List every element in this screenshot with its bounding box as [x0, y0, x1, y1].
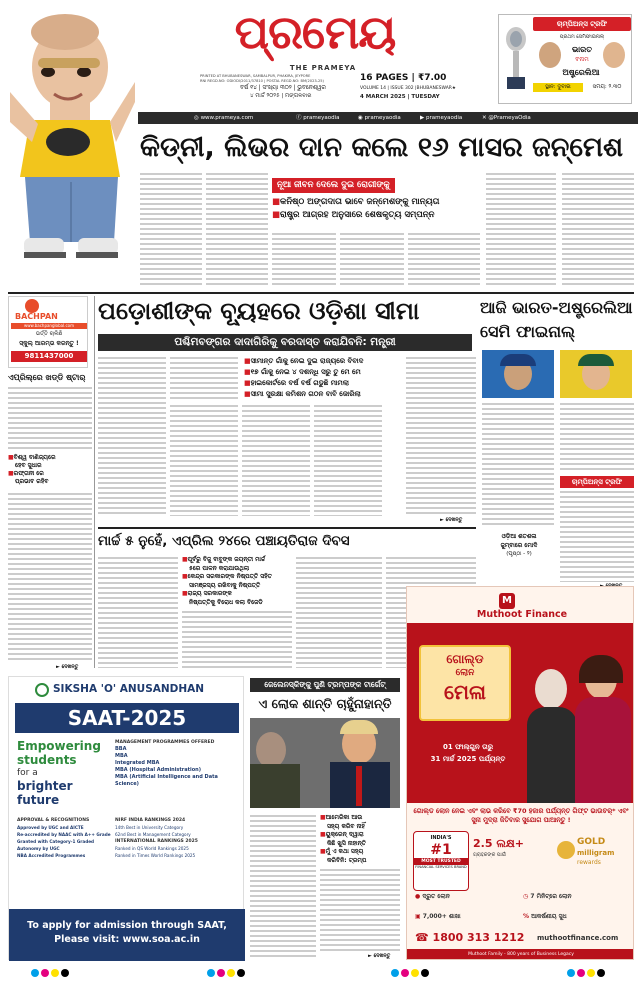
semi-col-3 [560, 490, 634, 582]
muthoot-dates-1: 01 ଫାଲ୍ଗୁନ ତାରୁ [442, 743, 494, 751]
panchayat-bullet-1: ■ ପୂର୍ବରୁ ବିଜୁ ବାବୁଙ୍କ ଜୟନ୍ତୀ ମାର୍ଚ୍ଚ [182, 556, 292, 565]
registration-marks-center-right [390, 969, 430, 977]
player-photo-left [539, 42, 561, 68]
lead-box-title: ନୂଆ ଜୀବନ ଦେଲେ ଦୁଇ ରୋଗୀଙ୍କୁ [272, 178, 395, 193]
siksha-tag3: for a [17, 768, 38, 778]
vertical-rule-left [94, 296, 95, 668]
siksha-cta-line2: Please visit: www.soa.ac.in [54, 934, 200, 945]
gold-sub2: rewards [577, 859, 601, 866]
zelensky-bullet-2b: କିଛି ଖୁସି ନାହାନ୍ତି [327, 839, 366, 847]
panchayat-bullet-2b: ସାମଞ୍ଜସ୍ୟ ରଖିବାକୁ ନିଷ୍ପତ୍ତି [189, 581, 261, 589]
approval-item: Granted with Category-1 Graded Autonomy by UGC [17, 839, 95, 851]
siksha-tagline [17, 739, 117, 807]
siksha-tag1: Empowering [17, 739, 101, 753]
semi-photo-2 [560, 350, 632, 398]
border-more-link[interactable]: ► ଦେଖନ୍ତୁ [440, 517, 463, 523]
zelensky-more-link[interactable]: ► ଦେଖନ୍ତୁ [368, 953, 391, 959]
facebook-link[interactable]: ⓕ prameyaodia [296, 115, 340, 121]
side-more-link[interactable]: ► ଦେଖନ୍ତୁ [56, 664, 79, 670]
zelensky-bullet-3: ■ ମୁଁ ଏ କଥା ସହ୍ୟ [320, 848, 400, 857]
border-col-6 [406, 356, 476, 516]
programmes-title: MANAGEMENT PROGRAMMES OFFERED [115, 740, 215, 745]
x-icon: ✕ [482, 115, 487, 121]
time: ସମୟ: ୨.୩୦ [592, 84, 622, 90]
note-page: (ପୃଷ୍ଠା - ୨) [506, 551, 532, 557]
bachpan-line2: ସ୍କୁଲ୍ ଆରମ୍ଭ କରନ୍ତୁ ! [19, 340, 79, 347]
panchayat-headline[interactable]: ମାର୍ଚ୍ଚ ୫ ନୁହେଁ, ଏପ୍ରିଲ ୨୪ରେ ପଞ୍ଚାୟତିରାଜ ଦିବସ [98, 533, 350, 549]
team1: ଭାରତ [572, 45, 592, 54]
muthoot-footer: Muthoot Family - 800 years of Business Legacy [407, 949, 634, 960]
programme-item: MBA (Hospital Administration) [115, 767, 202, 773]
border-subheadline: ପଶ୍ଚିମବଙ୍ଗର ଦାଦାଗିରିକୁ ବରଦାସ୍ତ କରାଯିବନି: ମନ୍ତ୍ରୀ [98, 334, 472, 351]
nirf-title: NIRF INDIA RANKINGS 2024 [115, 818, 186, 823]
registration-marks-right [566, 969, 606, 977]
bachpan-logo-icon [25, 299, 39, 313]
coin-icon: ● [415, 893, 421, 900]
rni-number: RNI REGD.NO: ODIODI/2011/37810 | POSTAL REGD.NO: BM(2023-25) [200, 79, 324, 83]
panchayat-bullet-1b: ୫ରେ ପାଳନ କରାଯାଉଥିଲା [189, 564, 250, 572]
feature-interest: % ଆକର୍ଷଣୀୟ ସୁଧ [523, 913, 567, 920]
lead-col-7 [562, 172, 634, 288]
badge-most: MOST TRUSTED [414, 858, 468, 865]
lead-col-4 [340, 232, 404, 288]
lead-col-1 [140, 172, 202, 288]
siksha-logo-icon [35, 683, 49, 697]
lead-bullet-2: ■ ରାଷ୍ଟ୍ର ଆଗ୍ରହ ଅନୁସାରେ ଶେଷକୃତ୍ୟ ସମ୍ପନ୍ନ [272, 209, 480, 222]
prameya-logo[interactable] [200, 4, 430, 64]
event-word-1: ଗୋଲ୍ଡ [446, 652, 484, 666]
trophy-icon [503, 25, 529, 95]
gift-text: ଗ୍ରାହକଙ୍କ ପାଇଁ [473, 852, 506, 858]
zelensky-headline[interactable]: ଏ ଲୋକ ଶାନ୍ତି ଚାହୁଁନାହାନ୍ତି [258, 696, 392, 711]
semi-col-1 [482, 402, 554, 526]
siksha-ad[interactable] [8, 676, 244, 960]
side-col-text-2 [8, 492, 92, 662]
clock-icon: ◷ [523, 893, 529, 900]
programme-item: Integrated MBA [115, 760, 160, 766]
side-headline[interactable]: ଏପ୍ରିଲ୍‌ରେ ଖଡ୍ଡି ଷ୍ଟାର୍ [8, 373, 86, 382]
siksha-tag4: brighter future [17, 779, 73, 807]
intl-item: Ranked in QS World Rankings 2025 [115, 846, 189, 851]
approval-item: NBA Accredited Programmes [17, 853, 86, 858]
player-photo-right [603, 42, 625, 68]
globe-icon: ◎ [194, 115, 199, 121]
edition-line-odia: ବର୍ଷ ୧୪ | ସଂଖ୍ୟା ୩୦୨ | ଭୁବନେଶ୍ୱର [240, 85, 326, 91]
registration-marks-left [30, 969, 70, 977]
semi-col-2 [560, 402, 634, 472]
zelensky-col-2 [320, 868, 400, 952]
website-link[interactable]: ◎ www.prameya.com [194, 115, 254, 121]
gold-sub: milligram [577, 849, 615, 857]
social-bar [138, 112, 638, 124]
registration-marks-center-left [206, 969, 246, 977]
zelensky-bullet-1: ■ ଆମେରିକା ଆଉ [320, 814, 400, 823]
border-col-2 [170, 356, 238, 402]
border-bullet-2: ■ ୧୭ ଗାଁକୁ ନେଇ ୪ ଦଶନ୍ଧି ସରୁ ତୁ ମେ ମେ [244, 367, 404, 378]
event-word-2: ଲୋନ [455, 668, 475, 678]
nirf-item: 14th Best in University Category [115, 825, 184, 830]
lead-headline[interactable]: କିଡ୍‌ନୀ, ଲିଭର ଦାନ କଲେ ୧୬ ମାସର ଜନ୍ମେଶ [140, 132, 624, 163]
approval-item: Re-accredited by NAAC with A++ Grade [17, 832, 111, 837]
programme-item: MBA (Artificial Intelligence and Data Science) [115, 774, 218, 787]
zelensky-bullet-2: ■ ୟୁକ୍ରେନ୍ ଦ୍ୱାରା [320, 831, 400, 840]
siksha-nirf [115, 817, 241, 859]
team2: ଅଷ୍ଟ୍ରେଲିଆ [562, 68, 600, 77]
ambassador-photo-2 [575, 653, 631, 803]
zelensky-kicker: ଜେଲେନସ୍କିଙ୍କୁ ପୁଣି ଟ୍ରମ୍ପଙ୍କ ଟାର୍ଗେଟ୍ [250, 678, 400, 692]
trump-zelensky-photo [250, 718, 400, 808]
border-col-5 [314, 404, 382, 516]
facebook-icon: ⓕ [296, 115, 302, 121]
trusted-badge [413, 831, 469, 891]
programme-item: BBA [115, 746, 127, 752]
muthoot-site[interactable]: muthootfinance.com [537, 934, 619, 942]
border-headline[interactable]: ପଡ଼ୋଶୀଙ୍କ ବ୍ୟୂହରେ ଓଡ଼ିଶା ସୀମା [98, 297, 420, 325]
edition-date-odia: ୪ ମାର୍ଚ୍ଚ ୨୦୨୫ | ମଙ୍ଗଳବାର [250, 93, 312, 99]
mela-badge [419, 645, 511, 721]
muthoot-banner [407, 623, 634, 803]
logo-text: ପ୍ରମେୟ [234, 5, 396, 59]
badge-sub: FINANCIAL SERVICES BRAND [415, 865, 467, 869]
panchayat-bullet-3b: ନିଷ୍ପତ୍ତିକୁ ବିରୋଧ କଲା ବିଜେଡି [189, 598, 263, 606]
bachpan-phone[interactable]: 9811437000 [11, 351, 87, 362]
printed-at: PRINTED AT BHUBANESWAR, SAMBALPUR, PHAKIRA, JEYPORE [200, 74, 311, 78]
intl-title: INTERNATIONAL RANKINGS 2025 [115, 839, 198, 844]
programme-item: MBA [115, 753, 128, 759]
volume-issue: VOLUME 14 | ISSUE 302 |BHUBANESWAR★ [360, 86, 456, 91]
side-bullet-2b: ପ୍ରଭାବ ରହିବ [15, 478, 49, 485]
siksha-brand: SIKSHA 'O' ANUSANDHAN [53, 683, 205, 695]
zelensky-bullets [320, 814, 400, 865]
muthoot-ad[interactable] [406, 586, 634, 960]
trophy-subtitle: ପ୍ରଥମ ସେମିଫାଇନାଲ୍ [559, 34, 605, 40]
muthoot-logo-icon: M [499, 593, 515, 609]
gold-rewards-badge [557, 835, 631, 879]
muthoot-phone[interactable]: ☎ 1800 313 1212 [415, 931, 525, 944]
border-col-4 [242, 404, 310, 516]
side-col-text-1 [8, 386, 92, 452]
logo-subtitle: THE PRAMEYA [289, 64, 357, 72]
approval-item: Approved by UGC and AICTE [17, 825, 84, 830]
note-line2: ଜୁମ୍ବାରେ ମୋଦି [500, 542, 538, 549]
zelensky-bullet-3b: କରିବିନି: ଟ୍ରମ୍ପ [327, 856, 367, 864]
intl-item: Ranked in Times World Rankings 2025 [115, 853, 196, 858]
border-col-3 [170, 404, 238, 516]
bachpan-brand: BACHPAN [15, 312, 58, 321]
instagram-icon: ◉ [358, 115, 363, 121]
semi-tag: ଚାମ୍ପିଅନ୍ସ ଟ୍ରଫି [560, 476, 634, 488]
panchayat-bullet-3: ■ ରାଜ୍ୟ ସରକାରଙ୍କ [182, 590, 292, 599]
side-bullet-1b: ହେବ ସୁଧାର [15, 462, 42, 469]
side-bullet-1: ■ ବିଶ୍ୱ ବାଣିଜ୍ୟରେ [8, 454, 92, 462]
lead-col-6 [486, 172, 556, 288]
feature-quick-loan: ● ଦ୍ରୁତ ଲୋନ [415, 893, 450, 900]
border-bullet-1: ■ ସୀମାନ୍ତ ଗାଁକୁ ନେଇ ଦୁଇ ରାଜ୍ୟରେ ବିବାଦ [244, 356, 404, 367]
trophy-box[interactable] [498, 14, 632, 104]
side-bullet-2: ■ ରଫ୍ତାନୀ ରେ [8, 470, 92, 478]
siksha-tag2: students [17, 753, 77, 767]
date-english: 4 MARCH 2025 | TUESDAY [360, 94, 440, 100]
ambassador-photo-1 [527, 663, 577, 803]
instagram-link[interactable]: ◉ prameyaodia [358, 115, 401, 121]
border-bullet-3: ■ ହାଇକୋର୍ଟରେ ବର୍ଷ ବର୍ଷ ଗଡୁଛି ମାମଲା [244, 378, 404, 389]
youtube-link[interactable]: ▶ prameyaodia [420, 115, 463, 121]
semi-headline-1[interactable]: ଆଜି ଭାରତ-ଅଷ୍ଟ୍ରେଲିଆ [480, 298, 633, 317]
feature-branches: ▣ 7,000+ ଶାଖା [415, 913, 461, 920]
semi-headline-2[interactable]: ସେମି ଫାଇନାଲ୍ [480, 322, 576, 341]
gold-title: GOLD [577, 837, 606, 847]
venue: ସ୍ଥାନ: ଦୁବାଇ [533, 83, 583, 92]
lead-bullet-1: ■ କନିଷ୍ଠ ଅଙ୍ଗଦାତା ଭାବେ ଜନ୍ମେଶଙ୍କୁ ମାନ୍ୟତା [272, 196, 480, 209]
bachpan-ad[interactable] [8, 296, 88, 368]
siksha-cta[interactable] [9, 909, 245, 961]
gift-amount: 2.5 ଲକ୍ଷ+ [473, 837, 524, 850]
siksha-title: SAAT-2025 [15, 703, 239, 733]
zelensky-bullet-1b: ସହ୍ୟ କରିବ ନାହିଁ [327, 822, 365, 830]
pages-price: 16 PAGES | ₹7.00 [360, 73, 447, 83]
vs: ବନାମ [575, 56, 589, 63]
bachpan-site: www.bachpanglobal.com [11, 323, 87, 329]
twitter-link[interactable]: ✕ @PrameyaOdia [482, 115, 531, 121]
baby-photo [10, 2, 135, 270]
muthoot-offer: ଗୋଲ୍ଡ ଲୋନ ନେଇ ଏବଂ ଲାଭ କରିବେ ₹70 ହଜାର ପର୍ଯ୍ୟନ୍ତ ଗିଫ୍ଟ ଭାଉଚର୍* ଏବଂ ସୁନା ମୁଦ୍ରା ଜିତିବାର ସୁଯୋଗ ପାଆନ୍ତୁ ! [413, 807, 629, 824]
lead-col-3 [272, 232, 336, 288]
badge-india: INDIA'S [430, 835, 452, 841]
youtube-icon: ▶ [420, 115, 425, 121]
gold-coin-icon [557, 841, 575, 859]
border-col-1 [98, 356, 166, 516]
print-registration-bar [0, 966, 640, 980]
side-bullets [8, 454, 92, 486]
percent-icon: % [523, 913, 530, 920]
baby-illustration [10, 2, 135, 270]
approvals-title: APPROVAL & RECOGNITIONS [17, 818, 90, 823]
panchayat-col-3 [296, 556, 382, 668]
phone-icon: ☎ [415, 931, 429, 944]
divider-panchayat [98, 527, 476, 529]
nirf-item: 62nd Best in Management Category [115, 832, 191, 837]
trophy-box-title: ଚାମ୍ପିଅନ୍ସ ଟ୍ରଫି [533, 17, 631, 31]
event-word-3: ମେଳା [444, 680, 486, 704]
muthoot-dates-2: 31 ମାର୍ଚ୍ଚ 2025 ପର୍ଯ୍ୟନ୍ତ [430, 755, 506, 763]
muthoot-brand: Muthoot Finance [476, 609, 568, 620]
lead-col-5 [408, 232, 480, 288]
note-line1: ଓଡ଼ିଆ ଶତଶଳା [501, 533, 537, 540]
border-bullets [244, 356, 404, 402]
bachpan-line1: ଭର୍ତ୍ତି ଚାଲିଛି [35, 331, 63, 337]
badge-number: #1 [430, 842, 452, 858]
siksha-approvals [17, 817, 113, 859]
panchayat-col-1 [98, 556, 178, 668]
panchayat-bullet-2: ■ କେନ୍ଦ୍ର ସରକାରଙ୍କ ନିଷ୍ପତ୍ତି ସହିତ [182, 573, 292, 582]
siksha-cta-line1: To apply for admission through SAAT, [27, 920, 227, 931]
panchayat-bullets [182, 556, 292, 607]
note-box[interactable] [484, 532, 554, 572]
panchayat-col-2 [182, 610, 292, 668]
gift-box [473, 837, 553, 877]
border-bullet-4: ■ ସୀମା ସୁରକ୍ଷା କମିଶନ ଗଠନ ବାବି ଜୋରିଲା [244, 389, 404, 400]
semi-photo-1 [482, 350, 554, 398]
lead-col-2 [206, 172, 268, 288]
siksha-programmes [115, 739, 241, 788]
feature-fast-loan: ◷ 7 ମିନିଟ୍‌ରେ ଲୋନ [523, 893, 572, 900]
zelensky-col-1 [250, 814, 316, 960]
branch-icon: ▣ [415, 913, 421, 920]
lead-highlight-box [272, 172, 480, 234]
